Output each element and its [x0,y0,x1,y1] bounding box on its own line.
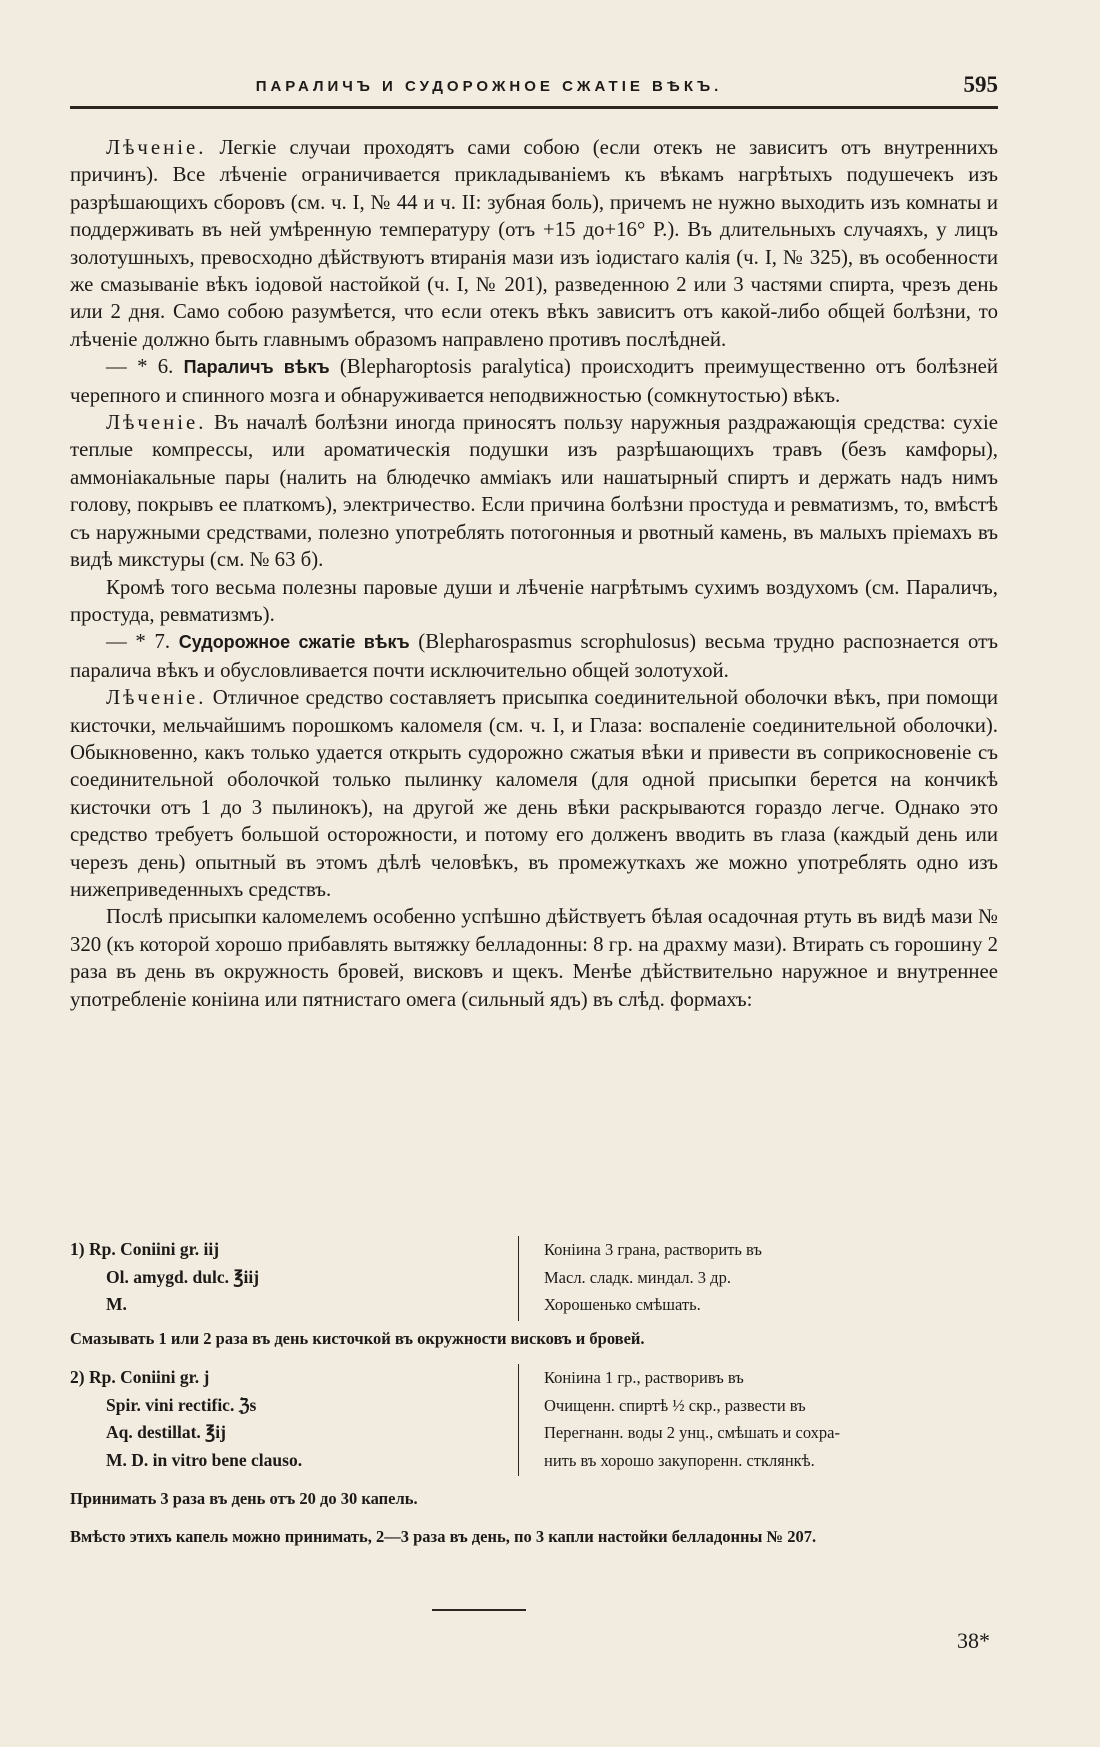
paragraph-text: Въ началѣ болѣзни иногда приносятъ пользу наружныя раздражающія средства: сухіе теплые компрессы, или ароматическія подушки изъ разрѣшающихъ травъ (безъ камфоры), аммоніакальные пары (налить на блюдечко амміакъ или нашатырный спиртъ и держать надъ нимъ голову, покрывъ ее платкомъ), электричество. Если причина болѣзни простуда и ревматизмъ, то, вмѣстѣ съ наружными средствами, полезно употреблять потогонныя и рвотный камень, въ малыхъ пріемахъ въ видѣ микстуры (см. № 63 б). [70,411,998,572]
paragraph-treatment-1 [70,134,998,353]
section-marker: — * 7. [106,630,179,654]
recipe-line: Хорошенько смѣшать. [544,1295,701,1314]
recipe-line: Очищенн. спиртѣ ½ скр., развести въ [544,1395,806,1415]
recipe-1 [70,1236,998,1321]
paragraph-treatment-3 [70,684,998,903]
treatment-heading: Лѣченіе. [106,411,207,435]
recipe-line: нить въ хорошо закупоренн. стклянкѣ. [544,1450,815,1470]
main-text [70,134,998,1013]
recipe-2-note: Принимать 3 раза въ день отъ 20 до 30 капель. [70,1489,418,1508]
recipe-divider [518,1236,519,1321]
running-title: ПАРАЛИЧЪ И СУДОРОЖНОЕ СЖАТІЕ ВѢКЪ. [255,78,723,95]
treatment-heading: Лѣченіе. [106,686,207,710]
section-heading-spasm: Судорожное сжатіе вѣкъ [178,632,410,653]
recipe-1-russian [544,1236,998,1319]
recipe-line: Коніина 1 гр., растворивъ въ [544,1368,744,1387]
final-note: Вмѣсто этихъ капель можно принимать, 2—3 раза въ день, по 3 капли настойки белладонны № 207. [70,1527,817,1546]
recipe-1-note: Смазывать 1 или 2 раза въ день кисточкой въ окружности висковъ и бровей. [70,1329,645,1348]
paragraph-treatment-2 [70,409,998,573]
recipe-line: Масл. сладк. миндал. 3 др. [544,1267,731,1287]
paragraph-text: Легкіе случаи проходятъ сами собою (если отекъ не зависитъ отъ внутреннихъ причинъ). Все лѣченіе ограничивается прикладываніемъ къ вѣкамъ нагрѣтыхъ подушечекъ изъ разрѣшающихъ сборовъ (см. ч. I, № 44 и ч. II: зубная боль), причемъ не нужно выходить изъ комнаты и поддерживать въ ней умѣренную температуру (отъ +15 до+16° Р.). Въ длительныхъ случаяхъ, у лицъ золотушныхъ, превосходно дѣйствуютъ втиранія мази изъ іодистаго калія (ч. I, № 325), въ особенности же смазываніе вѣкъ іодовой настойкой (ч. I, № 201), разведенною 2 или 3 частями спирта, чрезъ день или 2 дня. Само собою разумѣется, что если отекъ вѣкъ зависитъ отъ какой-либо общей болѣзни, то лѣченіе должно быть главнымъ образомъ направлено противъ послѣдней. [70,136,998,351]
paragraph-text: Послѣ присыпки каломелемъ особенно успѣшно дѣйствуетъ бѣлая осадочная ртуть въ видѣ мази № 320 (къ которой хорошо прибавлять вытяжку белладонны: 8 гр. на драхму мази). Втирать съ горошину 2 раза въ день въ окружность бровей, висковъ и щекъ. Менѣе дѣйствительно наружное и внутреннее употребленіе коніина или пятнистаго омега (сильный ядъ) въ слѣд. формахъ: [70,905,998,1011]
paragraph-text: Кромѣ того весьма полезны паровые души и лѣченіе нагрѣтымъ сухимъ воздухомъ (см. Параличъ, простуда, ревматизмъ). [70,575,998,626]
paragraph-after-calomel [70,903,998,1013]
recipe-2 [70,1364,998,1476]
recipe-2-russian [544,1364,998,1474]
recipe-line: Aq. destillat. ℥ij [106,1422,226,1442]
section-marker: — * 6. [106,355,184,379]
recipe-line: Перегнанн. воды 2 унц., смѣшать и сохра- [544,1423,840,1442]
paragraph-text: Отличное средство составляетъ присыпка соединительной оболочки вѣкъ, при помощи кисточки, мельчайшимъ порошкомъ каломеля (см. ч. I, и Глаза: воспаленіе соединительной оболочки). Обыкновенно, какъ только удается открыть судорожно сжатыя вѣки и привести въ соприкосновеніе съ соединительной оболочкой только пылинку каломеля (для одной присыпки берется на кончикѣ кисточки отъ 1 до 3 пылинокъ), на другой же день вѣки раскрываются гораздо легче. Однако это средство требуетъ большой осторожности, и потому его долженъ вводить въ глаза (каждый день или черезъ день) опытный въ этомъ дѣлѣ человѣкъ, въ промежуткахъ же можно употреблять одно изъ нижеприведенныхъ средствъ. [70,686,998,901]
recipe-divider [518,1364,519,1476]
recipe-line: 1) Rp. Coniini gr. iij [70,1239,220,1259]
running-header [70,64,998,109]
recipe-2-latin [70,1364,505,1474]
paragraph-section-7 [70,628,998,684]
page-number: 595 [963,72,998,97]
paragraph-additional [70,574,998,629]
paragraph-section-6 [70,353,998,409]
recipe-line: M. [106,1294,127,1314]
signature-mark: 38* [957,1628,990,1653]
section-heading-paralysis: Параличъ вѣкъ [183,357,330,378]
treatment-heading: Лѣченіе. [106,136,207,159]
paragraph-text: (Blepharoptosis paralytica) происходитъ преимущественно отъ болѣзней черепного и спинного мозга и обнаруживается неподвижностью (сомкнутостью) вѣкъ. [70,355,999,407]
recipe-line: Spir. vini rectific. ℨs [106,1394,257,1415]
paragraph-text: (Blepharospasmus scrophulosus) весьма трудно распознается отъ паралича вѣкъ и обусловливается почти исключительно общей золотухой. [70,630,998,682]
recipe-line: Коніина 3 грана, растворить въ [544,1240,762,1259]
bottom-rule [432,1609,526,1611]
recipe-line: 2) Rp. Coniini gr. j [70,1367,210,1387]
recipe-line: M. D. in vitro bene clauso. [106,1449,303,1470]
recipe-1-latin [70,1236,505,1319]
recipe-line: Ol. amygd. dulc. ℥iij [106,1266,260,1287]
